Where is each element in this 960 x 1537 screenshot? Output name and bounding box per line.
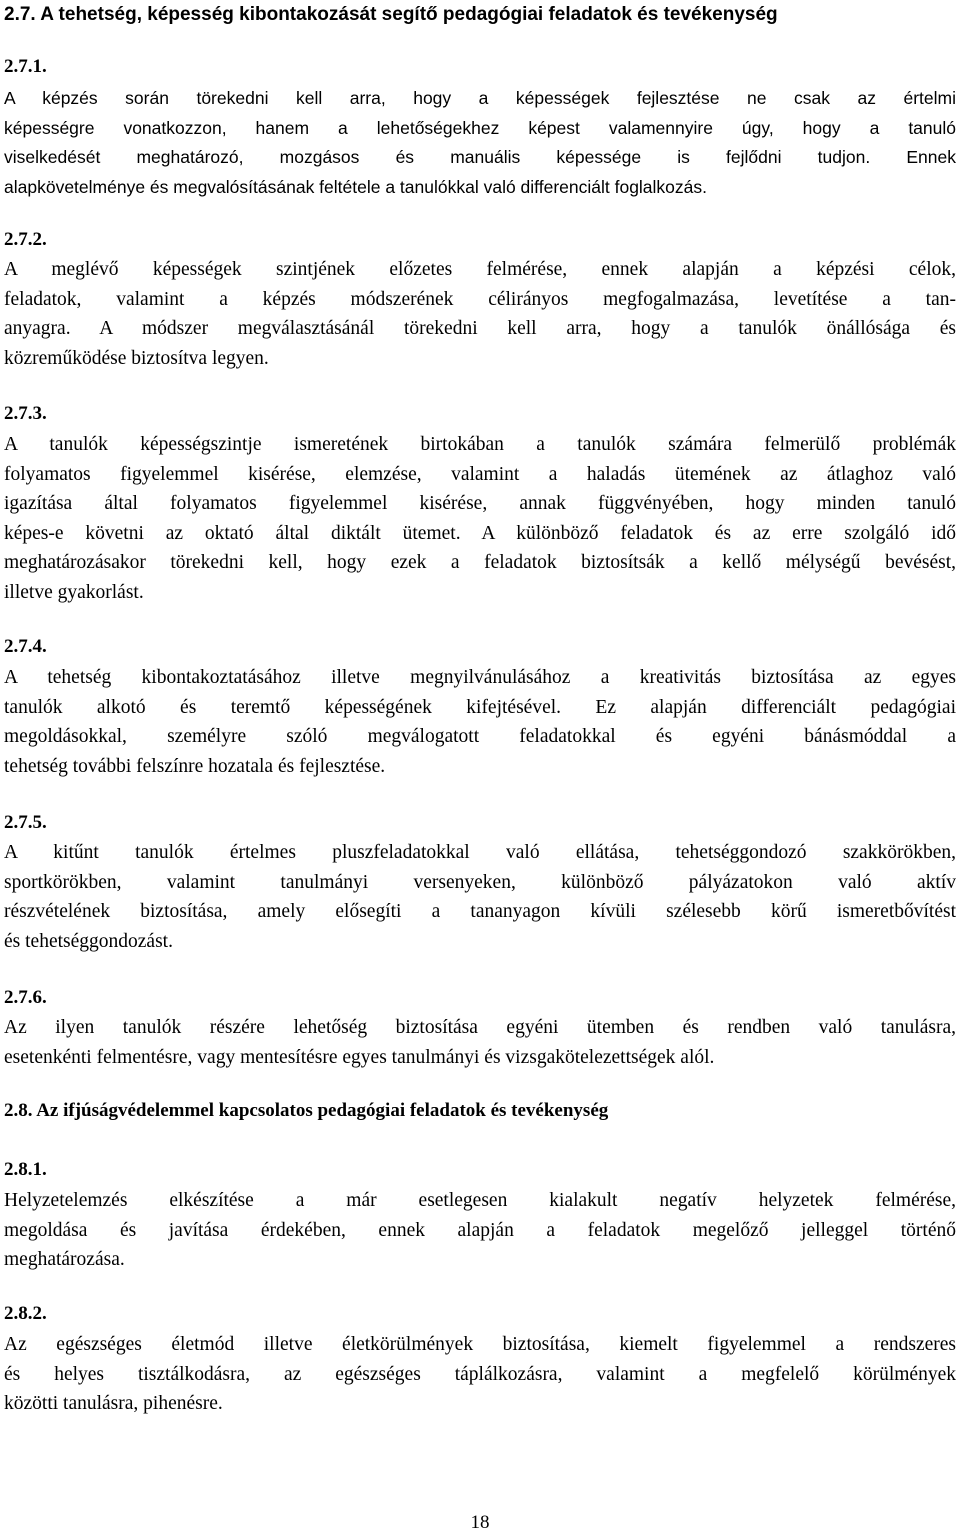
section-number-2-7-2: 2.7.2. xyxy=(4,229,47,250)
paragraph-2-8-2 xyxy=(4,1330,956,1419)
paragraph-line: A tanulók képességszintje ismeretének birtokában a tanulók számára felmerülő problémák xyxy=(4,434,956,455)
paragraph-line: A tehetség kibontakoztatásához illetve megnyilvánulásához a kreativitás biztosítása az egyes xyxy=(4,667,956,688)
paragraph-line: meghatározása. xyxy=(4,1249,125,1270)
paragraph-line: igazítása által folyamatos figyelemmel kisérése, annak függvényében, hogy minden tanuló xyxy=(4,493,956,514)
paragraph-line: meghatározásakor törekedni kell, hogy ezek a feladatok biztosítsák a kellő mélységű bevésést, xyxy=(4,552,956,573)
section-number-2-7-3: 2.7.3. xyxy=(4,403,47,424)
paragraph-line: viselkedését meghatározó, mozgásos és manuális képessége is fejlődni tudjon. Ennek xyxy=(4,147,956,167)
section-number-2-8-2: 2.8.2. xyxy=(4,1303,47,1324)
paragraph-line: alapkövetelménye és megvalósításának feltétele a tanulókkal való differenciált foglalkozás. xyxy=(4,176,708,197)
section-heading-2-8: 2.8. Az ifjúságvédelemmel kapcsolatos pedagógiai feladatok és tevékenység xyxy=(4,1100,609,1121)
section-number-2-7-1: 2.7.1. xyxy=(4,56,47,77)
paragraph-2-7-6 xyxy=(4,1013,956,1072)
paragraph-line: képes-e követni az oktató által diktált ütemet. A különböző feladatok és az erre szolgáló idő xyxy=(4,522,956,544)
paragraph-2-7-5 xyxy=(4,838,956,956)
paragraph-2-7-2 xyxy=(4,255,956,373)
paragraph-line: közreműködése biztosítva legyen. xyxy=(4,347,269,369)
paragraph-line: esetenkénti felmentésre, vagy mentesítésre egyes tanulmányi és vizsgakötelezettségek alól. xyxy=(4,1046,715,1068)
paragraph-line: és tehetséggondozást. xyxy=(4,930,173,952)
page-number: 18 xyxy=(470,1512,490,1533)
paragraph-line: folyamatos figyelemmel kisérése, elemzése, valamint a haladás ütemének az átlaghoz való xyxy=(4,463,956,485)
paragraph-line: A meglévő képességek szintjének előzetes felmérése, ennek alapján a képzési célok, xyxy=(4,259,956,280)
section-number-2-7-4: 2.7.4. xyxy=(4,636,47,657)
paragraph-line: sportkörökben, valamint tanulmányi versenyeken, különböző pályázatokon való aktív xyxy=(4,871,956,893)
paragraph-2-7-1 xyxy=(4,84,956,202)
paragraph-line: illetve gyakorlást. xyxy=(4,581,144,603)
section-number-2-8-1: 2.8.1. xyxy=(4,1159,47,1180)
paragraph-2-7-3 xyxy=(4,430,956,607)
paragraph-line: tanulók alkotó és teremtő képességének kifejtésével. Ez alapján differenciált pedagógiai xyxy=(4,696,956,718)
paragraph-2-7-4 xyxy=(4,663,956,781)
paragraph-line: Az egészséges életmód illetve életkörülmények biztosítása, kiemelt figyelemmel a rendszeres xyxy=(4,1334,956,1355)
section-heading-2-7: 2.7. A tehetség, képesség kibontakozását segítő pedagógiai feladatok és tevékenység xyxy=(4,4,778,25)
paragraph-line: Az ilyen tanulók részére lehetőség biztosítása egyéni ütemben és rendben való tanulásra, xyxy=(4,1017,956,1038)
paragraph-2-8-1 xyxy=(4,1186,956,1275)
paragraph-line: A képzés során törekedni kell arra, hogy a képességek fejlesztése ne csak az értelmi xyxy=(4,88,956,108)
paragraph-line: megoldásokkal, személyre szóló megválogatott feladatokkal és egyéni bánásmóddal a xyxy=(4,726,956,747)
paragraph-line: részvételének biztosítása, amely elősegíti a tananyagon kívüli szélesebb körű ismeretbővítést xyxy=(4,901,956,922)
section-number-2-7-6: 2.7.6. xyxy=(4,987,47,1008)
paragraph-line: A kitűnt tanulók értelmes pluszfeladatokkal való ellátása, tehetséggondozó szakkörökben, xyxy=(4,842,956,863)
paragraph-line: anyagra. A módszer megválasztásánál törekedni kell arra, hogy a tanulók önállósága és xyxy=(4,318,956,339)
paragraph-line: megoldása és javítása érdekében, ennek alapján a feladatok megelőző jelleggel történő xyxy=(4,1219,956,1241)
paragraph-line: Helyzetelemzés elkészítése a már esetlegesen kialakult negatív helyzetek felmérése, xyxy=(4,1190,956,1211)
paragraph-line: és helyes tisztálkodásra, az egészséges táplálkozásra, valamint a megfelelő körülmények xyxy=(4,1363,956,1385)
paragraph-line: tehetség további felszínre hozatala és fejlesztése. xyxy=(4,755,386,777)
paragraph-line: feladatok, valamint a képzés módszerének célirányos megfogalmazása, levetítése a tan- xyxy=(4,288,956,310)
paragraph-line: közötti tanulásra, pihenésre. xyxy=(4,1393,223,1414)
paragraph-line: képességre vonatkozzon, hanem a lehetőségekhez képest valamennyire úgy, hogy a tanuló xyxy=(4,117,956,138)
section-number-2-7-5: 2.7.5. xyxy=(4,812,47,833)
